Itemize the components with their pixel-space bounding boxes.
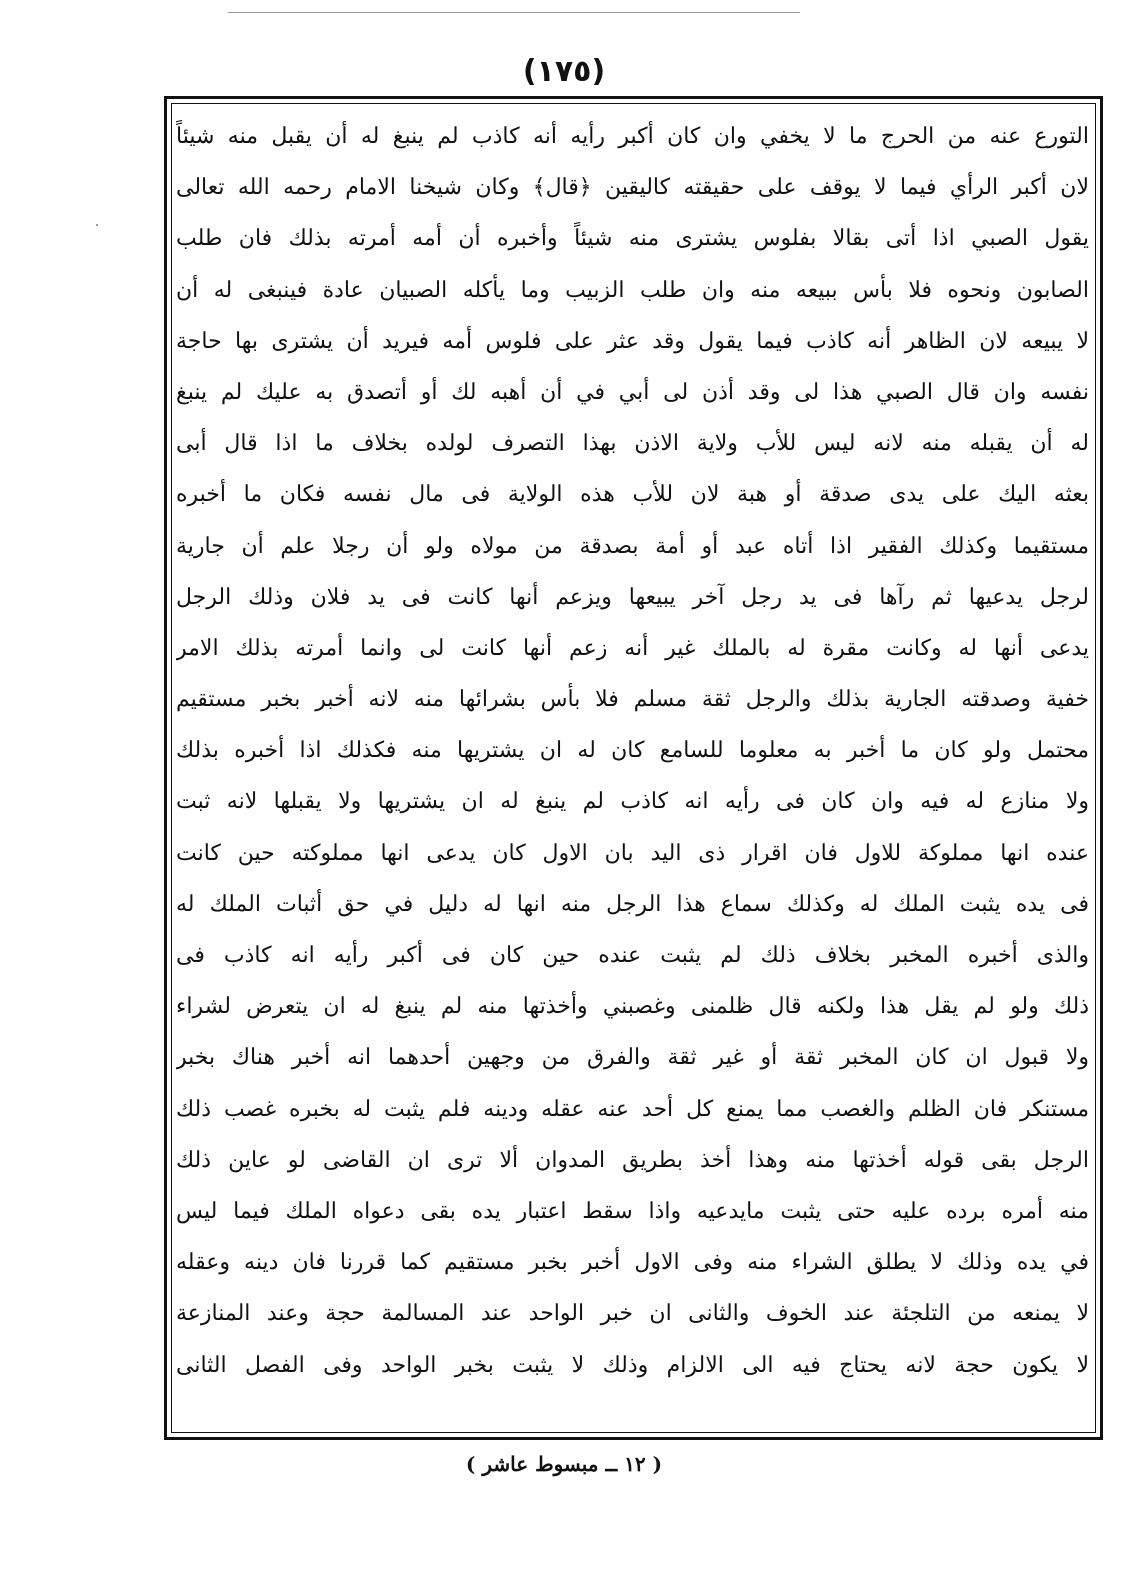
text-line: نفسه وان قال الصبي هذا لى وقد أذن لى أبي في أن أهبه لك أو أتصدق به عليك لم ينبغ <box>176 379 1089 405</box>
text-line: يدعى أنها له وكانت مقرة له بالملك غير أنه زعم أنها كانت لى وانما أمرته بذلك الامر <box>176 635 1089 661</box>
body-text <box>176 111 1089 1391</box>
text-line: ذلك ولو لم يقل هذا ولكنه قال ظلمنى وغصبني وأخذتها منه لم ينبغ له ان يتعرض لشراء <box>176 994 1089 1020</box>
text-line: مستقيما وكذلك الفقير اذا أتاه عبد أو أمة بصدقة من مولاه ولو أن رجلا علم أن جارية <box>176 533 1089 559</box>
text-line: فى يده يثبت الملك له وكذلك سماع هذا الرجل منه انها له دليل في حق أثبات الملك له <box>176 891 1089 917</box>
text-line: لا يمنعه من التلجئة عند الخوف والثانى ان خبر الواحد عند المسالمة حجة وعند المنازعة <box>176 1301 1089 1327</box>
page-number: (١٧٥) <box>522 54 606 89</box>
text-line: منه أمره برده عليه حتى يثبت مايدعيه واذا سقط اعتبار يده بقى دعواه الملك فيما ليس <box>176 1198 1089 1224</box>
text-line: الرجل بقى قوله أخذتها منه وهذا أخذ بطريق المدوان ألا ترى ان القاضى لو عاين ذلك <box>176 1147 1089 1173</box>
text-line: التورع عنه من الحرج ما لا يخفي وان كان أكبر رأيه أنه كاذب لم ينبغ له أن يقبل منه شيئاً <box>176 124 1089 149</box>
text-line: لرجل يدعيها ثم رآها فى يد رجل آخر يبيعها ويزعم أنها كانت فى يد فلان وذلك الرجل <box>176 584 1089 610</box>
top-rule <box>228 12 800 13</box>
text-line: والذى أخبره المخبر بخلاف ذلك لم يثبت عنده حين كان فى أكبر رأيه انه كاذب فى <box>176 943 1089 968</box>
text-line: ولا منازع له فيه وان كان فى رأيه انه كاذب لم ينبغ له ان يشتريها ولا يقبلها لانه ثبت <box>176 789 1089 815</box>
text-line: في يده وذلك لا يطلق الشراء منه وفى الاول أخبر بخبر مستقيم كما قررنا فان دينه وعقله <box>176 1250 1089 1276</box>
scan-speck <box>96 224 98 226</box>
text-line: لا يكون حجة لانه يحتاج فيه الى الالزام وذلك لا يثبت بخبر الواحد وفى الفصل الثانى <box>176 1352 1089 1378</box>
text-line: يقول الصبي اذا أتى بقالا بفلوس يشترى منه شيئاً وأخبره أن أمه أمرته بذلك فان طلب <box>176 226 1089 252</box>
text-line: لان أكبر الرأي فيما لا يوقف على حقيقته كاليقين ﴿قال﴾ وكان شيخنا الامام رحمه الله تعالى <box>176 175 1089 201</box>
text-line: ولا قبول ان كان المخبر ثقة أو غير ثقة والفرق من وجهين أحدهما انه أخبر هناك بخبر <box>176 1045 1089 1071</box>
footer-signature: ( ١٢ ــ مبسوط عاشر ) <box>465 1452 663 1476</box>
text-line: محتمل ولو كان ما أخبر به معلوما للسامع كان له ان يشتريها منه فكذلك اذا أخبره بذلك <box>176 738 1089 764</box>
text-line: لا يبيعه لان الظاهر أنه كاذب فيما يقول وقد عثر على فلوس أمه فيريد أن يشترى بها حاجة <box>176 328 1089 354</box>
text-line: مستنكر فان الظلم والغصب مما يمنع كل أحد عنه عقله ودينه فلم يثبت له بخبره غصب ذلك <box>176 1096 1089 1122</box>
text-line: خفية وصدقته الجارية بذلك والرجل ثقة مسلم فلا بأس بشرائها منه لانه أخبر بخبر مستقيم <box>176 687 1089 713</box>
text-line: عنده انها مملوكة للاول فان اقرار ذى اليد بان الاول كان يدعى انها مملوكته حين كانت <box>176 840 1089 866</box>
text-line: له أن يقبله منه لانه ليس للأب ولاية الاذن بهذا التصرف لولده بخلاف ما اذا قال أبى <box>176 431 1089 457</box>
text-line: الصابون ونحوه فلا بأس ببيعه منه وان طلب الزبيب وما يأكله الصبيان عادة فينبغى له أن <box>176 277 1089 303</box>
text-line: بعثه اليك على يدى صدقة أو هبة لان للأب هذه الولاية فى مال نفسه فكان ما أخبره <box>176 482 1089 508</box>
